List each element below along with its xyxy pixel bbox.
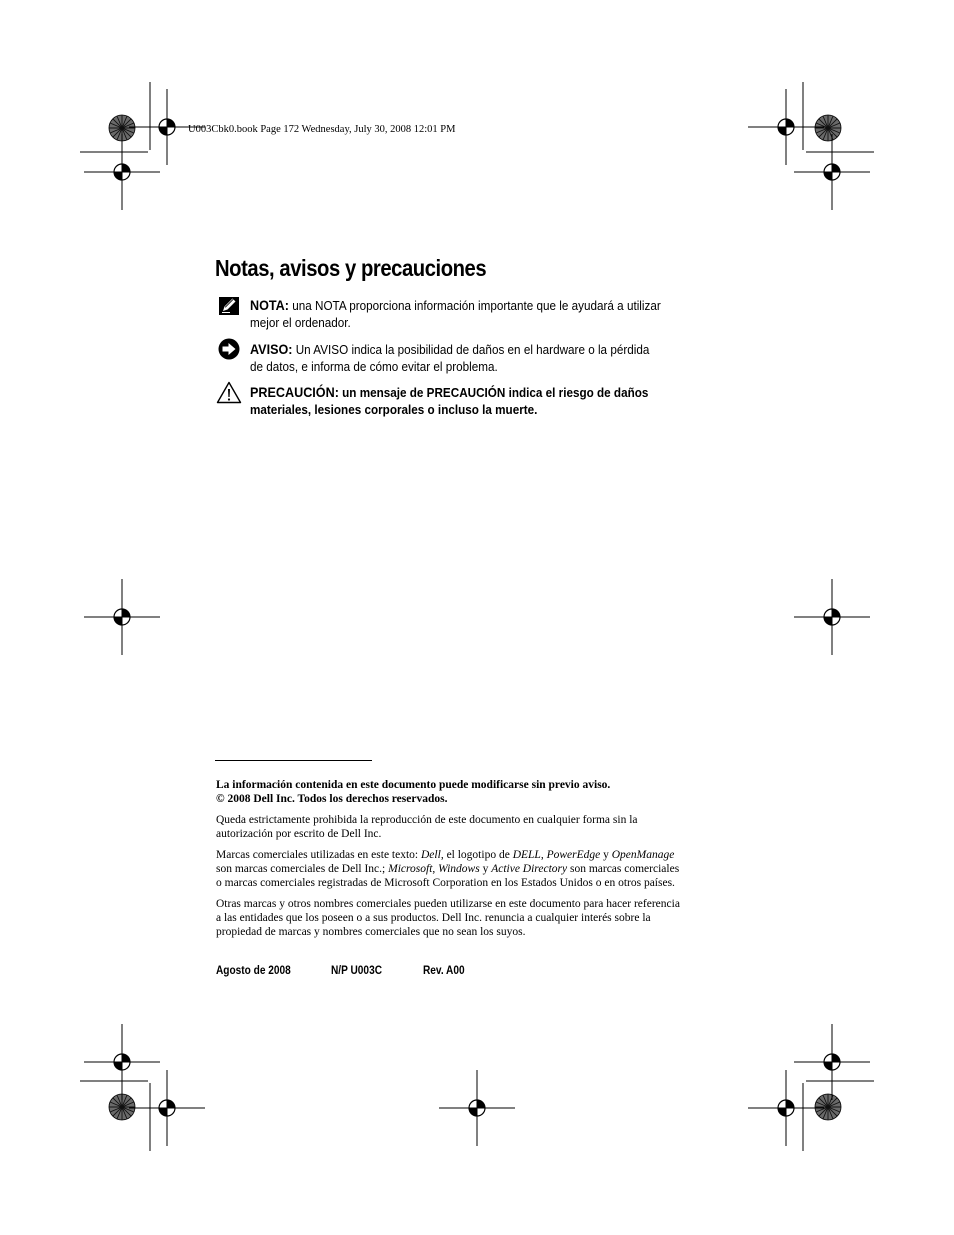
footer-part-number: N/P U003C [331,965,383,977]
nota-label: NOTA: [250,297,289,313]
other-trademarks-paragraph [216,897,680,939]
legal-change-notice: La información contenida en este documento puede modificarse sin previo aviso. [216,779,611,791]
nota-text-line1: una NOTA proporciona información importante que le ayudará a utilizar [288,298,661,313]
star-target-icon [815,115,841,141]
page-title: Notas, avisos y precauciones [215,255,487,281]
reproduction-paragraph [216,813,638,841]
precaucion-label: PRECAUCIÓN: [250,384,339,400]
trademarks-text: Marcas comerciales utilizadas en este texto: [216,849,421,861]
trademarks-line1 [216,848,679,862]
warning-triangle-icon [216,381,242,404]
registration-mark-icon [84,134,160,210]
trademarks-text: y [479,863,492,875]
other-trademarks-line1: Otras marcas y otros nombres comerciales pueden utilizarse en este documento para hacer referencia [216,898,680,910]
other-trademarks-line3: propiedad de marcas y nombres comerciales que no sean los suyos. [216,926,526,938]
trademarks-text: , [540,849,547,861]
trademarks-line3: o marcas comerciales registradas de Microsoft Corporation en los Estados Unidos o en otros países. [216,877,675,889]
registration-mark-icon [794,579,870,655]
trademark-dell: Dell [421,849,441,861]
trademarks-text: son marcas comerciales de Dell Inc.; [216,863,389,875]
trademarks-text: , el logotipo de [440,849,513,861]
page-slug: U003Cbk0.book Page 172 Wednesday, July 30, 2008 12:01 PM [188,124,456,135]
footer-revision: Rev. A00 [423,965,465,977]
nota-text-line2: mejor el ordenador. [250,315,351,330]
arrow-circle-icon [218,338,240,360]
registration-mark-icon [748,89,824,165]
trademark-microsoft: Microsoft [388,863,433,875]
aviso-notice [250,341,649,375]
registration-mark-icon [84,1024,160,1100]
trademarks-paragraph [216,848,679,890]
pencil-note-icon [218,296,240,316]
registration-mark-icon [84,579,160,655]
trademarks-line2 [216,862,679,876]
trademarks-text: son marcas comerciales [567,863,680,875]
precaucion-text-line2: materiales, lesiones corporales o incluso la muerte. [250,402,538,417]
aviso-label: AVISO: [250,341,293,357]
footnote-rule [215,760,372,761]
registration-mark-icon [794,1024,870,1100]
registration-mark-icon [439,1070,515,1146]
reproduction-line2: autorización por escrito de Dell Inc. [216,828,382,840]
nota-note [250,297,661,331]
trademark-windows: Windows [438,863,480,875]
other-trademarks-line2: a las entidades que los poseen o a sus productos. Dell Inc. renuncia a cualquier interés sobre la [216,912,651,924]
precaucion-text-line1: un mensaje de PRECAUCIÓN indica el riesgo de daños [338,385,649,400]
trademark-active-directory: Active Directory [491,863,568,875]
reproduction-line1: Queda estrictamente prohibida la reproducción de este documento en cualquier forma sin la [216,814,638,826]
aviso-text-line1: Un AVISO indica la posibilidad de daños en el hardware o la pérdida [292,342,650,357]
legal-notice [216,778,610,806]
trademark-dell-logo: DELL [512,849,541,861]
registration-mark-icon [794,134,870,210]
trademarks-text: y [600,849,612,861]
star-target-icon [815,1094,841,1120]
trademark-poweredge: PowerEdge [546,849,601,861]
aviso-text-line2: de datos, e informa de cómo evitar el problema. [250,359,498,374]
trademarks-text: , [432,863,439,875]
footer-date: Agosto de 2008 [216,965,291,977]
trademark-openmanage: OpenManage [611,849,675,861]
precaucion-caution [250,384,648,418]
copyright-line: © 2008 Dell Inc. Todos los derechos reservados. [216,793,448,805]
